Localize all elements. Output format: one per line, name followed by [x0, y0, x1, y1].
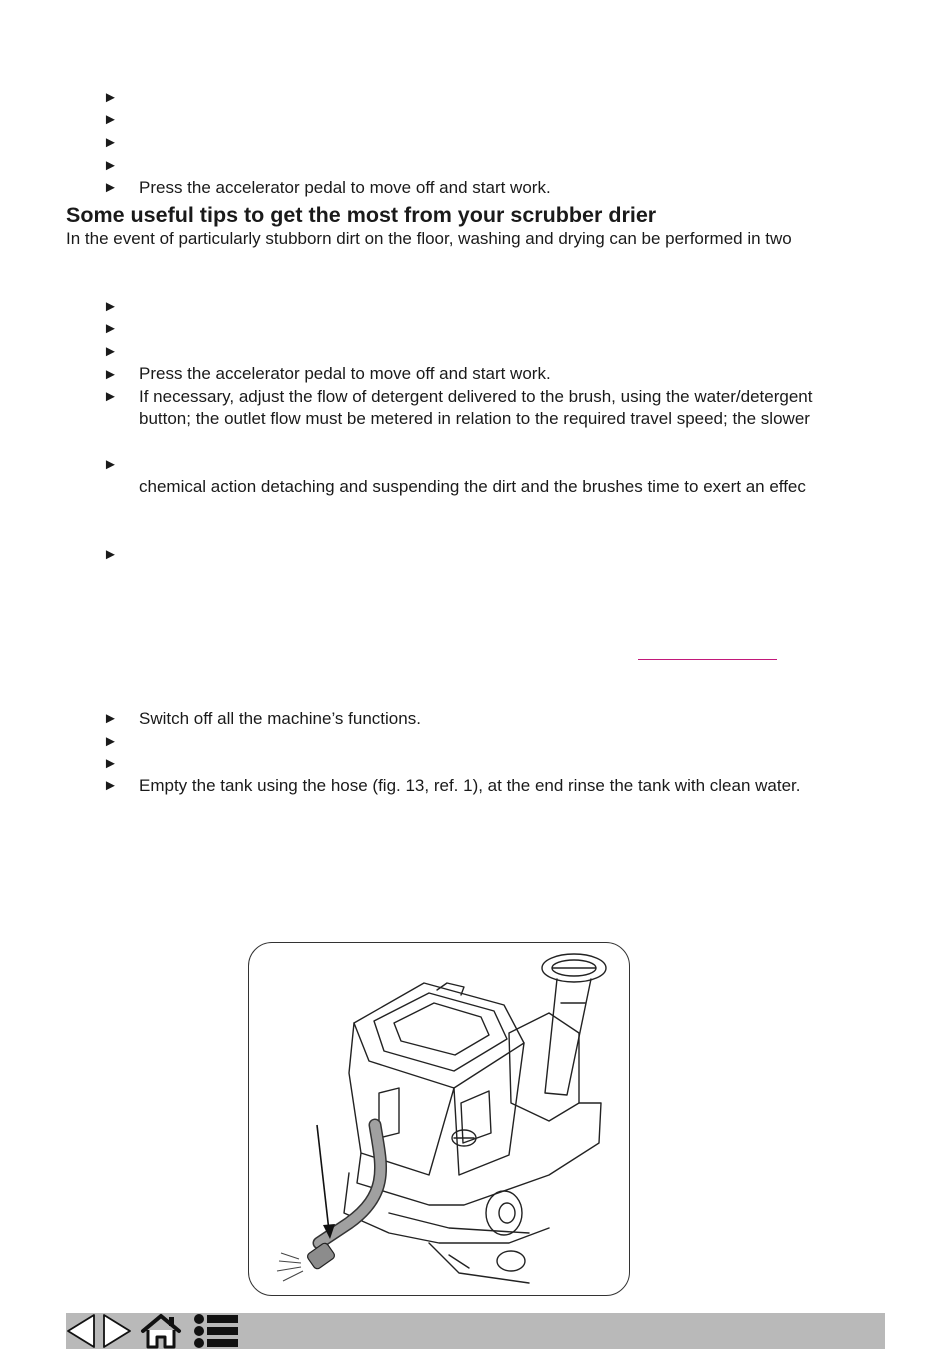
bullet-marker: ► [103, 755, 118, 772]
bullet-marker: ► [103, 366, 118, 383]
bullet-marker: ► [103, 89, 118, 106]
bullet-marker: ► [103, 388, 118, 405]
bullet-marker: ► [103, 134, 118, 151]
list-item-accelerator: Press the accelerator pedal to move off and start work. [139, 178, 551, 197]
link-underline[interactable] [638, 659, 777, 660]
footer-nav-bar [66, 1313, 885, 1349]
bullet-marker: ► [103, 546, 118, 563]
scrubber-drier-illustration [249, 943, 629, 1295]
list-item-detergent-line1: If necessary, adjust the flow of detergent delivered to the brush, using the water/detergent [139, 387, 813, 406]
figure-scrubber-drier [248, 942, 630, 1296]
bullet-marker: ► [103, 710, 118, 727]
list-item-switch-off: Switch off all the machine’s functions. [139, 709, 421, 728]
list-item-empty-tank: Empty the tank using the hose (fig. 13, ref. 1), at the end rinse the tank with clean water. [139, 776, 801, 795]
prev-page-icon[interactable] [66, 1313, 98, 1349]
list-item-chemical-line2: chemical action detaching and suspending the dirt and the brushes time to exert an effec [139, 477, 806, 496]
bullet-marker: ► [103, 777, 118, 794]
home-icon[interactable] [140, 1313, 182, 1349]
bullet-marker: ► [103, 111, 118, 128]
bullet-marker: ► [103, 179, 118, 196]
bullet-marker: ► [103, 733, 118, 750]
bullet-marker: ► [103, 298, 118, 315]
bullet-marker: ► [103, 456, 118, 473]
section-intro: In the event of particularly stubborn dirt on the floor, washing and drying can be performed in two [66, 229, 792, 248]
bullet-marker: ► [103, 343, 118, 360]
list-item-detergent-line2: button; the outlet flow must be metered in relation to the required travel speed; the slower [139, 409, 810, 428]
section-heading: Some useful tips to get the most from your scrubber drier [66, 203, 657, 227]
contents-list-icon[interactable] [192, 1313, 240, 1349]
list-item-accelerator: Press the accelerator pedal to move off and start work. [139, 364, 551, 383]
bullet-marker: ► [103, 320, 118, 337]
bullet-marker: ► [103, 157, 118, 174]
next-page-icon[interactable] [100, 1313, 132, 1349]
